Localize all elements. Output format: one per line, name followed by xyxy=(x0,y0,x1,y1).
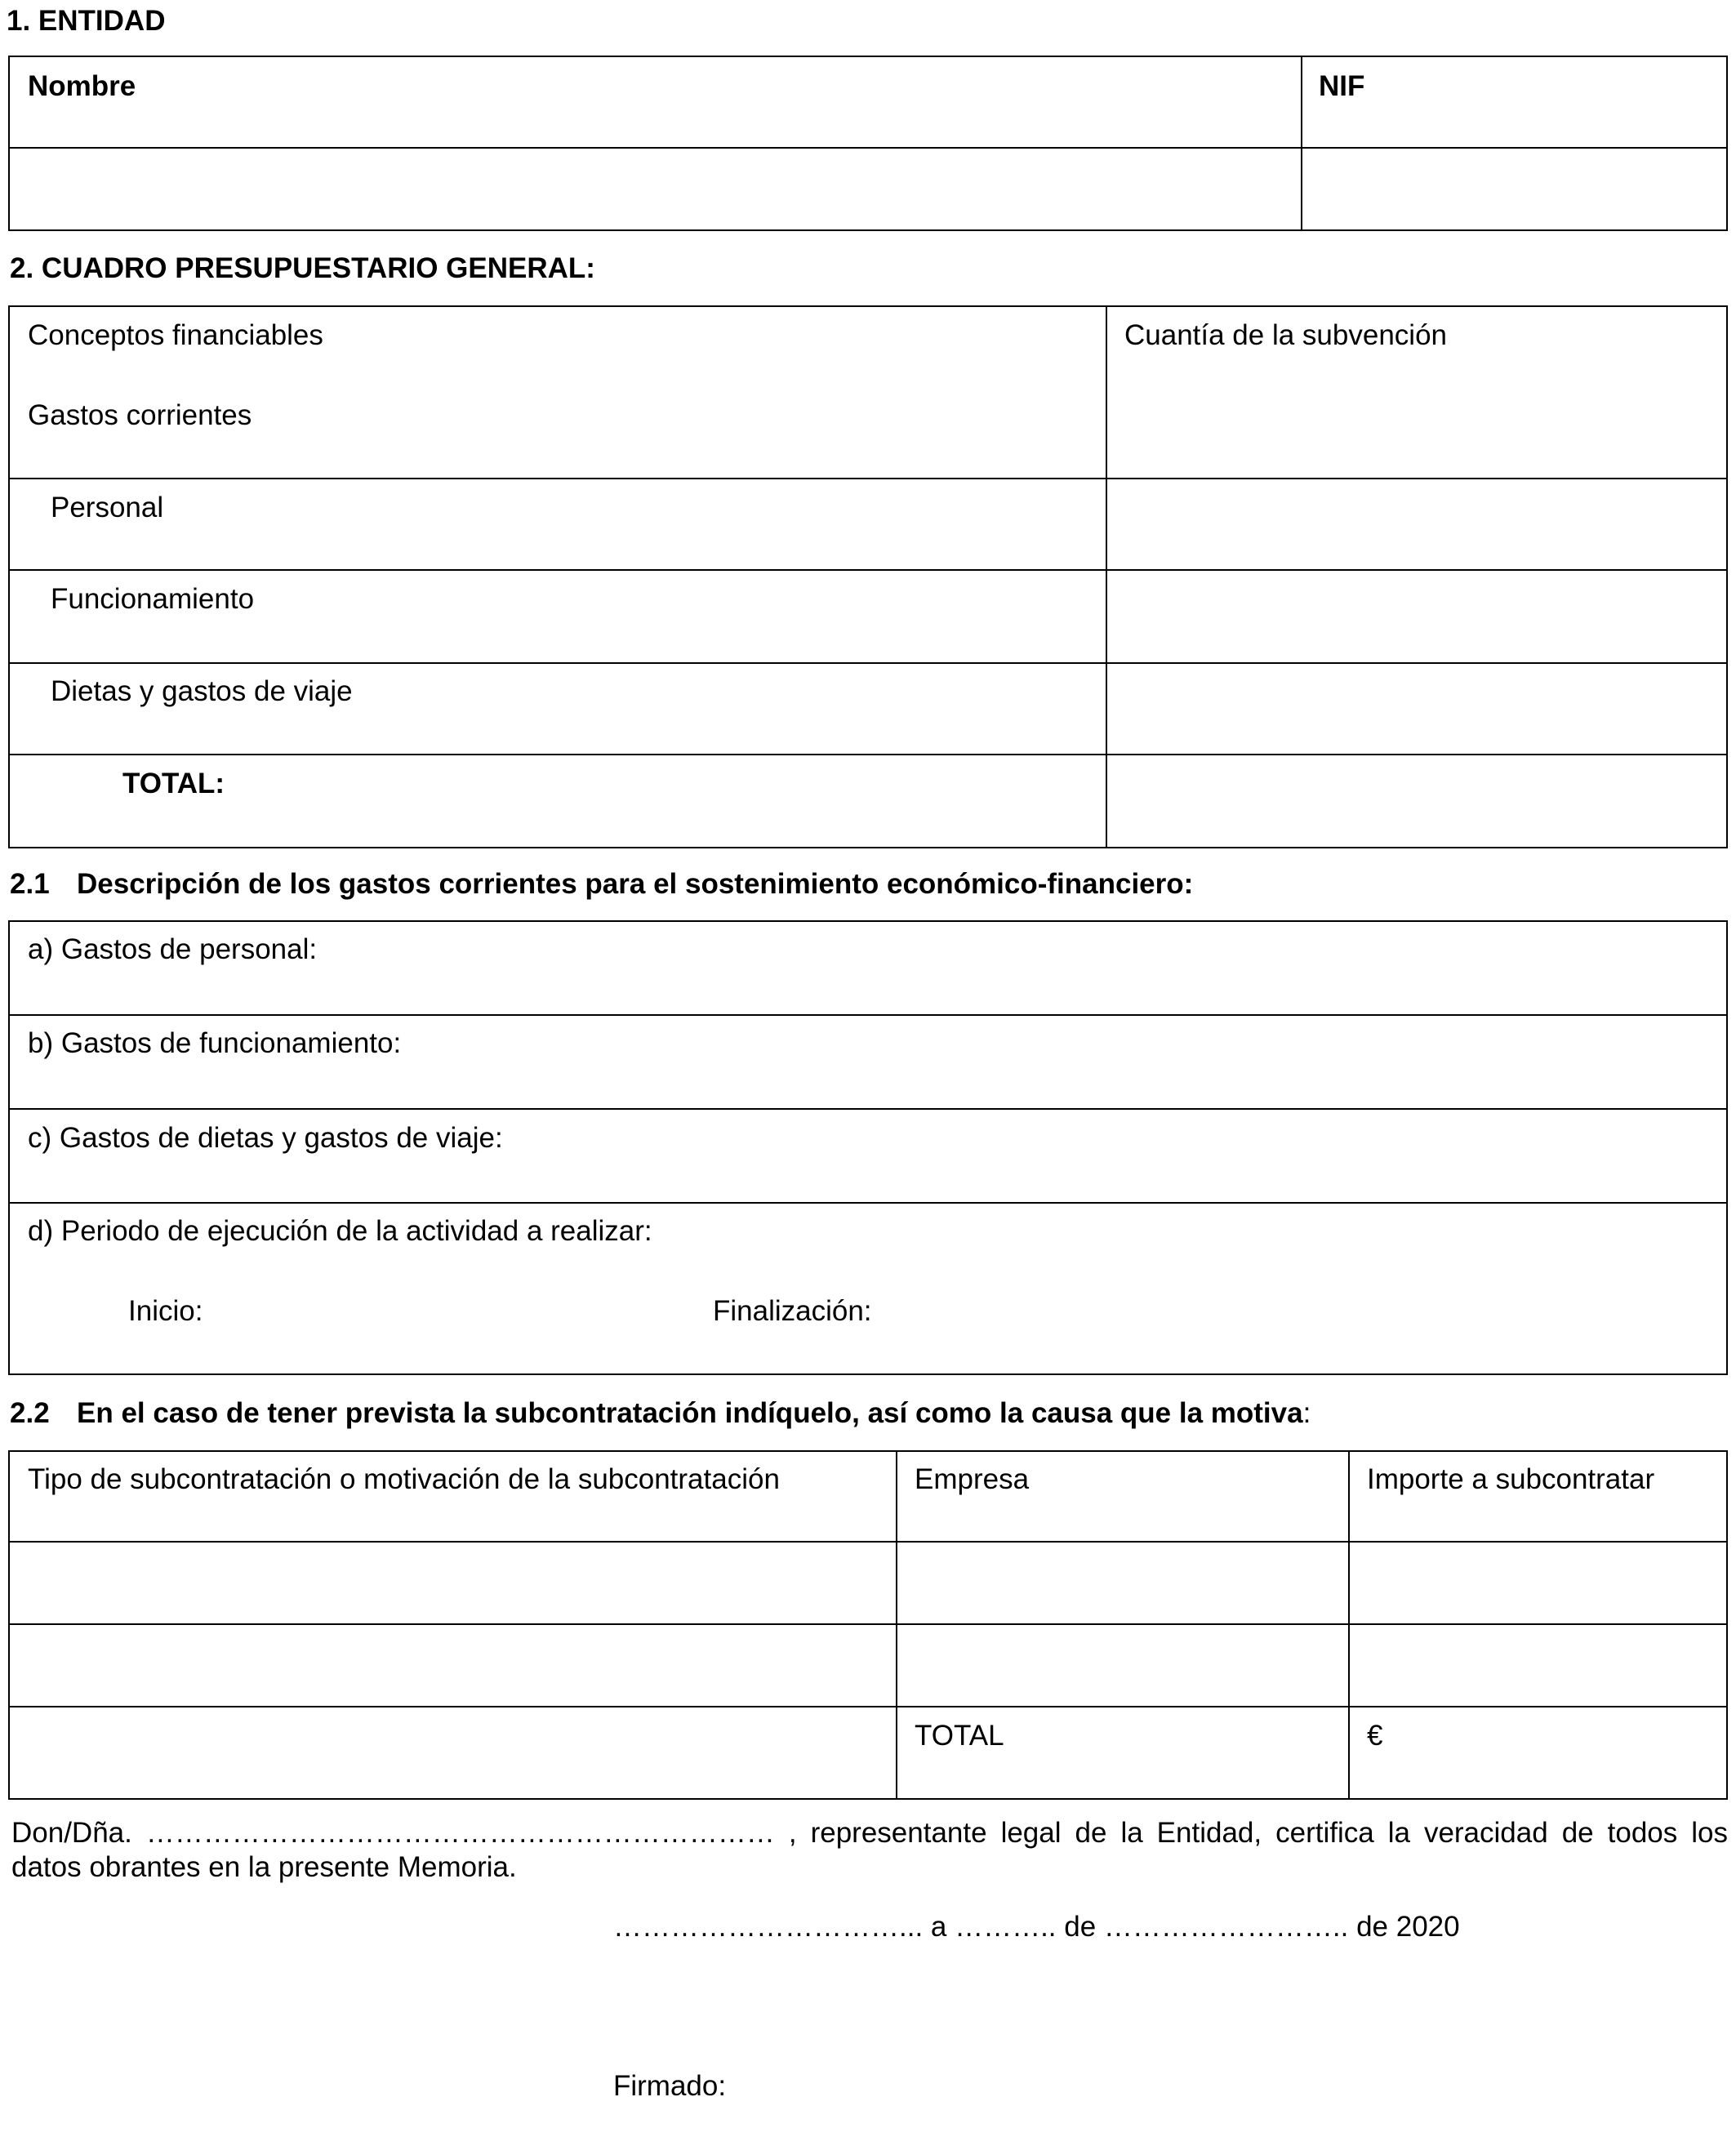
table-divider xyxy=(8,754,1728,755)
gastos-funcionamiento-label: b) Gastos de funcionamiento: xyxy=(28,1027,402,1059)
table-divider xyxy=(8,1623,1728,1625)
table-divider xyxy=(8,1706,1728,1707)
table-divider xyxy=(8,1014,1728,1016)
cuantia-header: Cuantía de la subvención xyxy=(1124,319,1447,351)
table-divider xyxy=(8,1541,1728,1543)
table-divider xyxy=(8,1108,1728,1110)
inicio-field[interactable] xyxy=(229,1289,686,1334)
section-1-heading: 1. ENTIDAD xyxy=(7,5,166,37)
gastos-corrientes-label: Gastos corrientes xyxy=(28,399,252,431)
row-total-label: TOTAL: xyxy=(122,768,225,799)
nombre-header: Nombre xyxy=(28,70,136,102)
gastos-dietas-label: c) Gastos de dietas y gastos de viaje: xyxy=(28,1122,503,1154)
section-22-number: 2.2 xyxy=(10,1397,50,1429)
subcontratacion-total-euro: € xyxy=(1367,1720,1383,1752)
certification-text: Don/Dña. ………………………………………………………… , representante legal de la Entidad, certifica la veracidad de todos los datos obrantes en la presente Memoria. xyxy=(11,1817,1728,1883)
finalizacion-label: Finalización: xyxy=(713,1295,872,1327)
inicio-label: Inicio: xyxy=(128,1295,203,1327)
table-divider xyxy=(1106,305,1107,848)
empresa-field-row2[interactable] xyxy=(899,1627,1347,1704)
table-divider xyxy=(8,569,1728,571)
table-divider xyxy=(8,478,1728,479)
table-divider xyxy=(8,147,1728,149)
section-22-heading-colon: : xyxy=(1302,1397,1311,1429)
cuantia-dietas-field[interactable] xyxy=(1109,666,1725,752)
subcontratacion-total-label: TOTAL xyxy=(915,1720,1004,1752)
table-divider xyxy=(1348,1450,1350,1800)
tipo-subcontratacion-header: Tipo de subcontratación o motivación de la subcontratación xyxy=(28,1463,780,1495)
tipo-field-row1[interactable] xyxy=(11,1544,893,1622)
place-date-line: …………………………... a ……….. de …………………….. de 2020 xyxy=(613,1911,1460,1943)
subcontratacion-table xyxy=(8,1450,1728,1800)
row-funcionamiento-label: Funcionamiento xyxy=(51,583,255,615)
nif-header: NIF xyxy=(1319,70,1365,102)
periodo-ejecucion-label: d) Periodo de ejecución de la actividad a realizar: xyxy=(28,1215,652,1247)
conceptos-header: Conceptos financiables xyxy=(28,319,323,351)
empresa-header: Empresa xyxy=(915,1463,1030,1495)
nif-field[interactable] xyxy=(1304,150,1725,229)
section-21-number: 2.1 xyxy=(10,868,50,900)
finalizacion-field[interactable] xyxy=(890,1289,1707,1334)
row-personal-label: Personal xyxy=(51,492,164,523)
section-22-heading xyxy=(77,1399,1311,1427)
tipo-field-row2[interactable] xyxy=(11,1627,893,1704)
table-divider xyxy=(8,1202,1728,1204)
importe-field-row2[interactable] xyxy=(1351,1627,1725,1704)
section-21-heading: Descripción de los gastos corrientes para el sostenimiento económico-financiero: xyxy=(77,868,1194,900)
table-divider xyxy=(1301,56,1302,231)
cuantia-funcionamiento-field[interactable] xyxy=(1109,572,1725,661)
row-dietas-label: Dietas y gastos de viaje xyxy=(51,675,353,707)
cuantia-total-field[interactable] xyxy=(1109,757,1725,846)
section-2-heading: 2. CUADRO PRESUPUESTARIO GENERAL: xyxy=(10,252,595,284)
table-divider xyxy=(896,1450,897,1800)
importe-header: Importe a subcontratar xyxy=(1367,1463,1655,1495)
empresa-field-row1[interactable] xyxy=(899,1544,1347,1622)
section-22-heading-text: En el caso de tener prevista la subcontratación indíquelo, así como la causa que la motiva xyxy=(77,1397,1303,1429)
signed-label: Firmado: xyxy=(613,2070,727,2102)
table-divider xyxy=(8,662,1728,664)
importe-field-row1[interactable] xyxy=(1351,1544,1725,1622)
nombre-field[interactable] xyxy=(11,150,1298,229)
cuantia-personal-field[interactable] xyxy=(1109,481,1725,568)
gastos-personal-label: a) Gastos de personal: xyxy=(28,933,318,965)
